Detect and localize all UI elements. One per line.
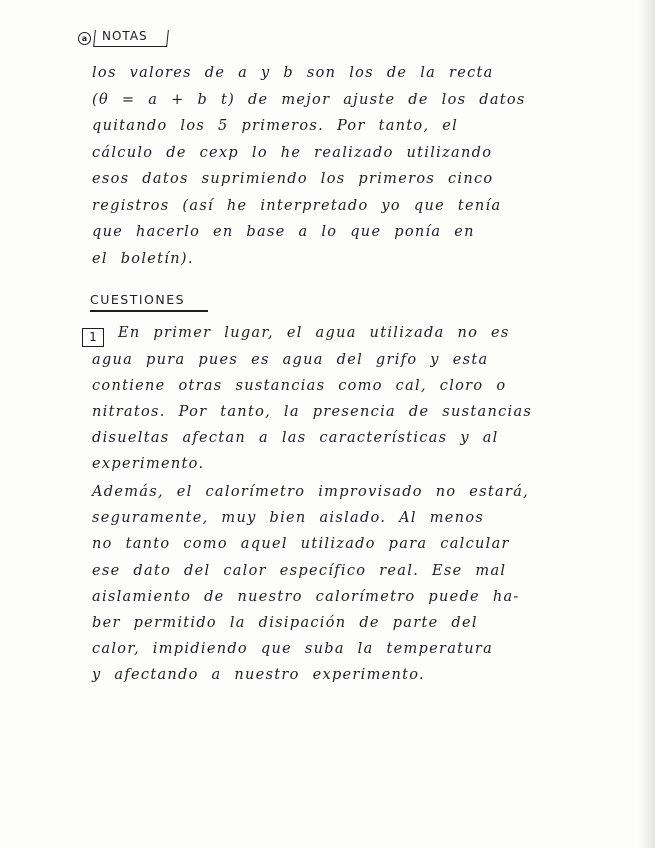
notes-line: los valores de a y b son los de la recta <box>92 65 494 81</box>
answer-line: ber permitido la disipación de parte del <box>92 615 478 631</box>
answer-line: seguramente, muy bien aislado. Al menos <box>92 510 485 526</box>
notes-marker: a <box>78 32 91 45</box>
answer-line: y afectando a nuestro experimento. <box>92 667 425 683</box>
answer-line: aislamiento de nuestro calorímetro puede ha- <box>92 589 520 605</box>
answer-line: experimento. <box>92 456 205 472</box>
answer-line: contiene otras sustancias como cal, cloro o <box>92 378 507 394</box>
notes-heading-text: NOTAS <box>102 29 148 43</box>
questions-heading: CUESTIONES <box>90 292 186 307</box>
answer-line: no tanto como aquel utilizado para calcular <box>92 536 510 552</box>
notes-line: que hacerlo en base a lo que ponía en <box>92 224 475 240</box>
answer-line: Además, el calorímetro improvisado no estará, <box>92 484 530 500</box>
notes-line: el boletín). <box>92 251 194 267</box>
answer-line: ese dato del calor específico real. Ese mal <box>92 563 507 579</box>
notes-line: quitando los 5 primeros. Por tanto, el <box>92 118 459 134</box>
questions-heading-underline <box>90 310 208 312</box>
question-number-box: 1 <box>82 328 104 347</box>
answer-line: En primer lugar, el agua utilizada no es <box>118 325 510 341</box>
answer-line: agua pura pues es agua del grifo y esta <box>92 352 489 368</box>
notes-line: registros (así he interpretado yo que tenía <box>92 198 502 214</box>
notes-line: cálculo de cexp lo he realizado utilizando <box>92 145 493 161</box>
scan-shadow-edge <box>637 0 655 848</box>
notes-line: esos datos suprimiendo los primeros cinco <box>92 171 494 187</box>
notes-line: (θ = a + b t) de mejor ajuste de los datos <box>92 92 526 108</box>
answer-line: calor, impidiendo que suba la temperatura <box>92 641 494 657</box>
notes-heading <box>78 30 172 50</box>
answer-line: disueltas afectan a las características y al <box>92 430 499 446</box>
answer-line: nitratos. Por tanto, la presencia de sustancias <box>92 404 533 420</box>
